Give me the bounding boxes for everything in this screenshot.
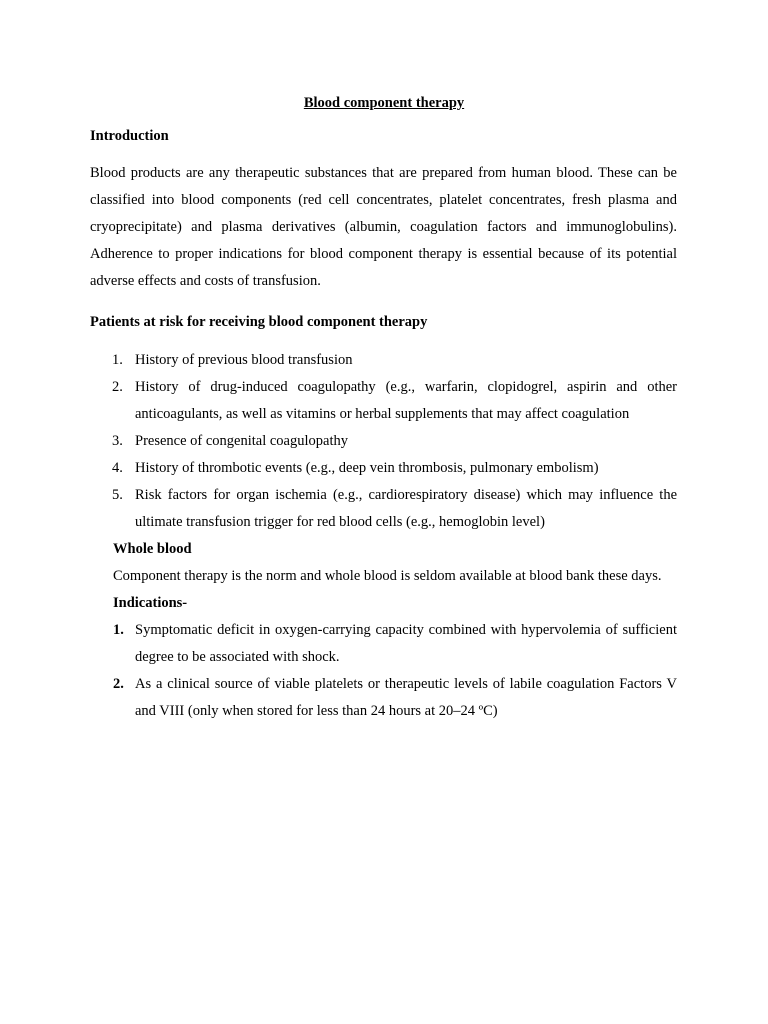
- list-number: 1.: [112, 352, 123, 368]
- list-item-text: Risk factors for organ ischemia (e.g., cardiorespiratory disease) which may influence the ultimate transfusion trigger for red blood cells (e.g., hemoglobin level): [135, 487, 677, 530]
- indication-item: [113, 617, 677, 671]
- whole-blood-paragraph: Component therapy is the norm and whole blood is seldom available at blood bank these days.: [113, 568, 662, 584]
- list-item-text: Symptomatic deficit in oxygen-carrying capacity combined with hypervolemia of sufficient degree to be associated with shock.: [135, 622, 677, 665]
- risk-list-item: [90, 428, 677, 455]
- risk-list-item: [90, 347, 677, 374]
- list-item-text: History of previous blood transfusion: [135, 352, 353, 368]
- list-item-text: History of drug-induced coagulopathy (e.g., warfarin, clopidogrel, aspirin and other anticoagulants, as well as vitamins or herbal supplements that may affect coagulation: [135, 379, 677, 422]
- list-number: 3.: [112, 433, 123, 449]
- list-number: 1.: [113, 622, 124, 638]
- list-item-text: History of thrombotic events (e.g., deep vein thrombosis, pulmonary embolism): [135, 460, 599, 476]
- list-number: 2.: [112, 379, 123, 395]
- risk-list-item: [90, 482, 677, 536]
- whole-blood-section: [113, 536, 677, 725]
- risk-list-item: [90, 374, 677, 428]
- risk-heading: Patients at risk for receiving blood component therapy: [90, 314, 428, 330]
- indications-list: [113, 617, 677, 725]
- introduction-paragraph: Blood products are any therapeutic substances that are prepared from human blood. These can be classified into blood components (red cell concentrates, platelet concentrates, fresh plasma and cryoprecipitate) and plasma derivatives (albumin, coagulation factors and immunoglobulins). Adherence to proper indications for blood component therapy is essential because of its potential adverse effects and costs of transfusion.: [90, 165, 677, 289]
- risk-list-item: [90, 455, 677, 482]
- indications-heading: Indications-: [113, 595, 188, 611]
- list-number: 5.: [112, 487, 123, 503]
- list-item-text: As a clinical source of viable platelets or therapeutic levels of labile coagulation Factors V and VIII (only when stored for less than 24 hours at 20–24 ºC): [135, 676, 677, 719]
- risk-list: [90, 347, 677, 536]
- introduction-heading: Introduction: [90, 128, 169, 144]
- list-number: 2.: [113, 676, 124, 692]
- whole-blood-heading: Whole blood: [113, 541, 192, 557]
- document-title: Blood component therapy: [303, 95, 465, 111]
- indication-item: [113, 671, 677, 725]
- list-number: 4.: [112, 460, 123, 476]
- list-item-text: Presence of congenital coagulopathy: [135, 433, 348, 449]
